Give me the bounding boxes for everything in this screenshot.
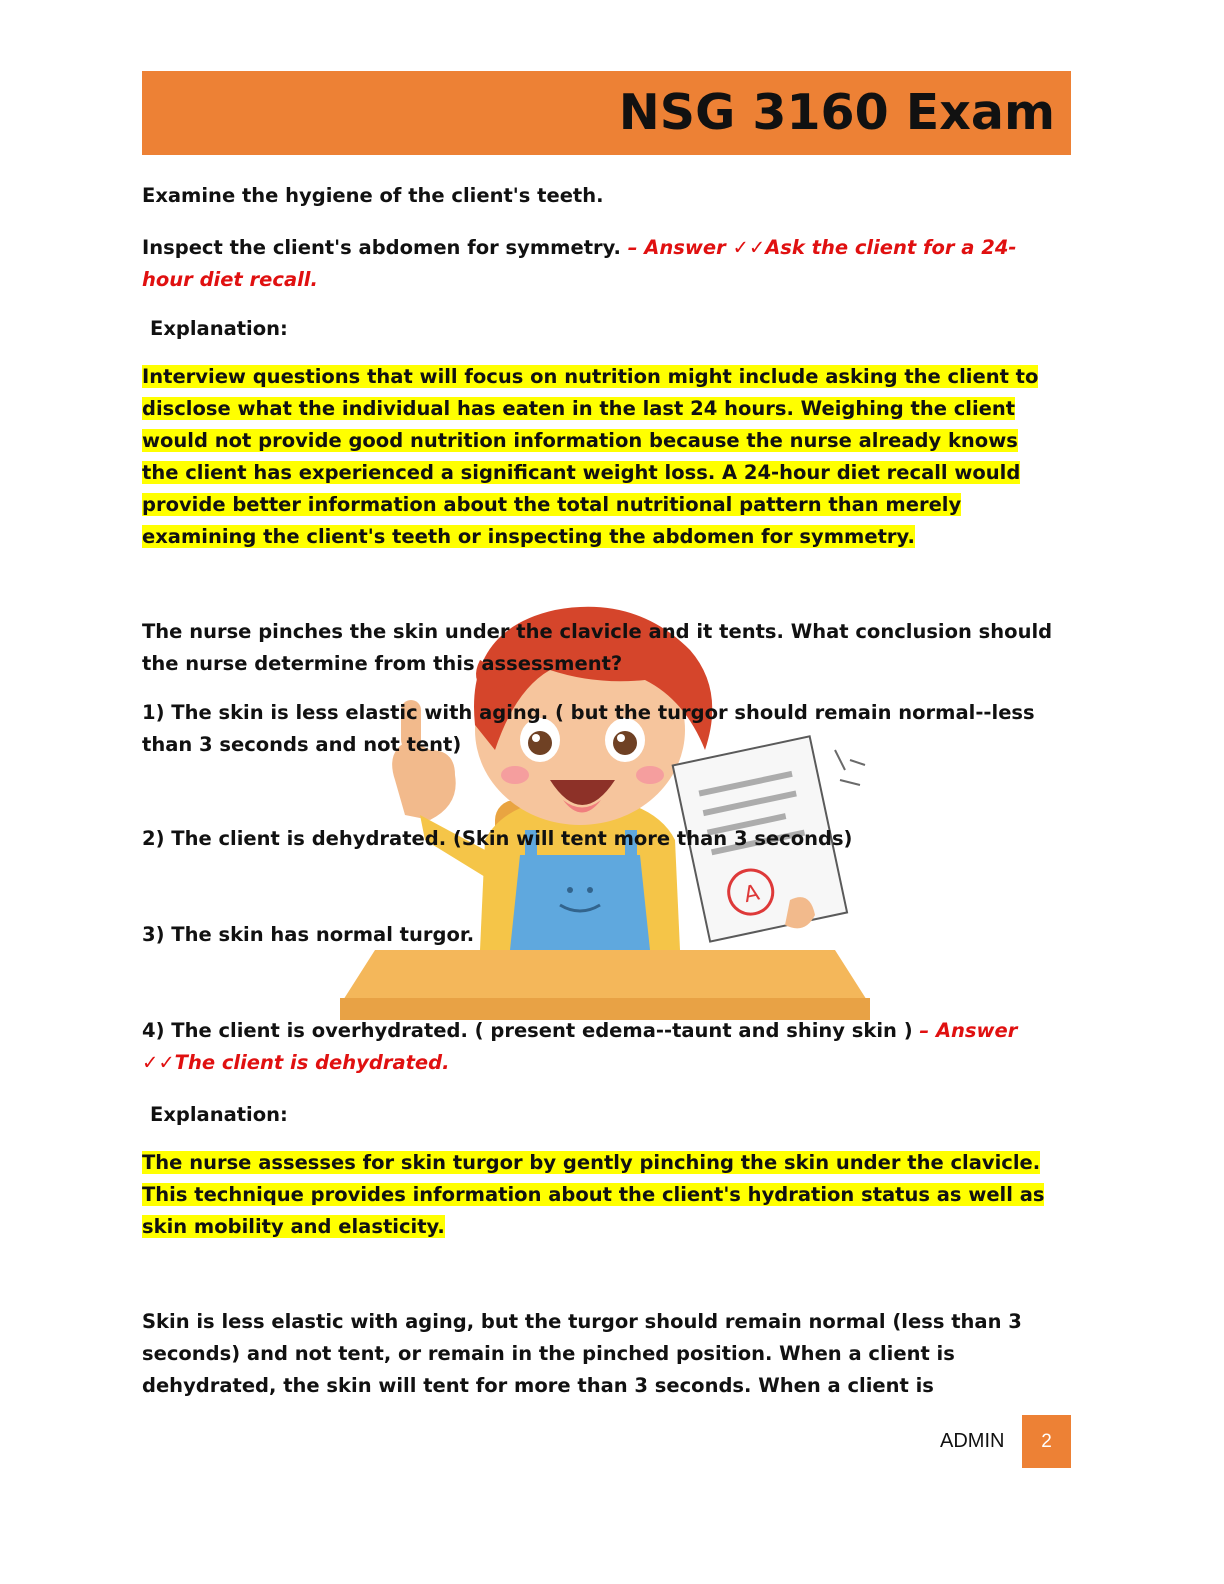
page-number: 2 [1022,1415,1071,1468]
option-2: 2) The client is dehydrated. (Skin will tent more than 3 seconds) [142,827,853,850]
paragraph-line: seconds) and not tent, or remain in the pinched position. When a client is [142,1342,955,1365]
answer-text: – Answer [912,1019,1018,1042]
paragraph-line: dehydrated, the skin will tent for more than 3 seconds. When a client is [142,1374,934,1397]
question-line: The nurse pinches the skin under the clavicle and it tents. What conclusion should [142,620,1053,643]
question-option-abdomen [142,232,1072,296]
explanation-line: would not provide good nutrition information because the nurse already knows [142,429,1018,452]
explanation-line: This technique provides information about the client's hydration status as well as [142,1183,1045,1206]
header-bar [142,71,1071,155]
explanation-line: provide better information about the total nutritional pattern than merely [142,493,962,516]
explanation-label: Explanation: [150,317,288,340]
body-paragraph [142,1306,1072,1402]
option-1 [142,697,1072,761]
answer-text: – Answer ✓✓Ask the client for a 24- [620,236,1017,259]
question-line: the nurse determine from this assessment? [142,652,623,675]
explanation-line: skin mobility and elasticity. [142,1215,445,1238]
option-teeth: Examine the hygiene of the client's teeth. [142,184,604,207]
explanation-label: Explanation: [150,1103,288,1126]
explanation-paragraph [142,361,1072,553]
paragraph-line: Skin is less elastic with aging, but the turgor should remain normal (less than 3 [142,1310,1022,1333]
explanation-line: disclose what the individual has eaten in the last 24 hours. Weighing the client [142,397,1016,420]
answer-text-cont: hour diet recall. [142,268,318,291]
explanation-line: Interview questions that will focus on nutrition might include asking the client to [142,365,1039,388]
page-title: NSG 3160 Exam [618,84,1055,141]
question-stem [142,616,1072,680]
option-1-line: than 3 seconds and not tent) [142,733,462,756]
explanation-line: examining the client's teeth or inspecting the abdomen for symmetry. [142,525,915,548]
answer-text-cont: ✓✓The client is dehydrated. [142,1051,450,1074]
explanation-line: The nurse assesses for skin turgor by gently pinching the skin under the clavicle. [142,1151,1041,1174]
explanation-paragraph [142,1147,1072,1243]
option-abdomen-text: Inspect the client's abdomen for symmetry. [142,236,621,259]
svg-text:A: A [741,880,762,909]
explanation-line: the client has experienced a significant weight loss. A 24-hour diet recall would [142,461,1021,484]
option-4 [142,1015,1072,1079]
option-1-line: 1) The skin is less elastic with aging. ( but the turgor should remain normal--less [142,701,1035,724]
footer-author: ADMIN [940,1430,1005,1452]
option-4-text: 4) The client is overhydrated. ( present edema--taunt and shiny skin ) [142,1019,913,1042]
option-3: 3) The skin has normal turgor. [142,923,475,946]
